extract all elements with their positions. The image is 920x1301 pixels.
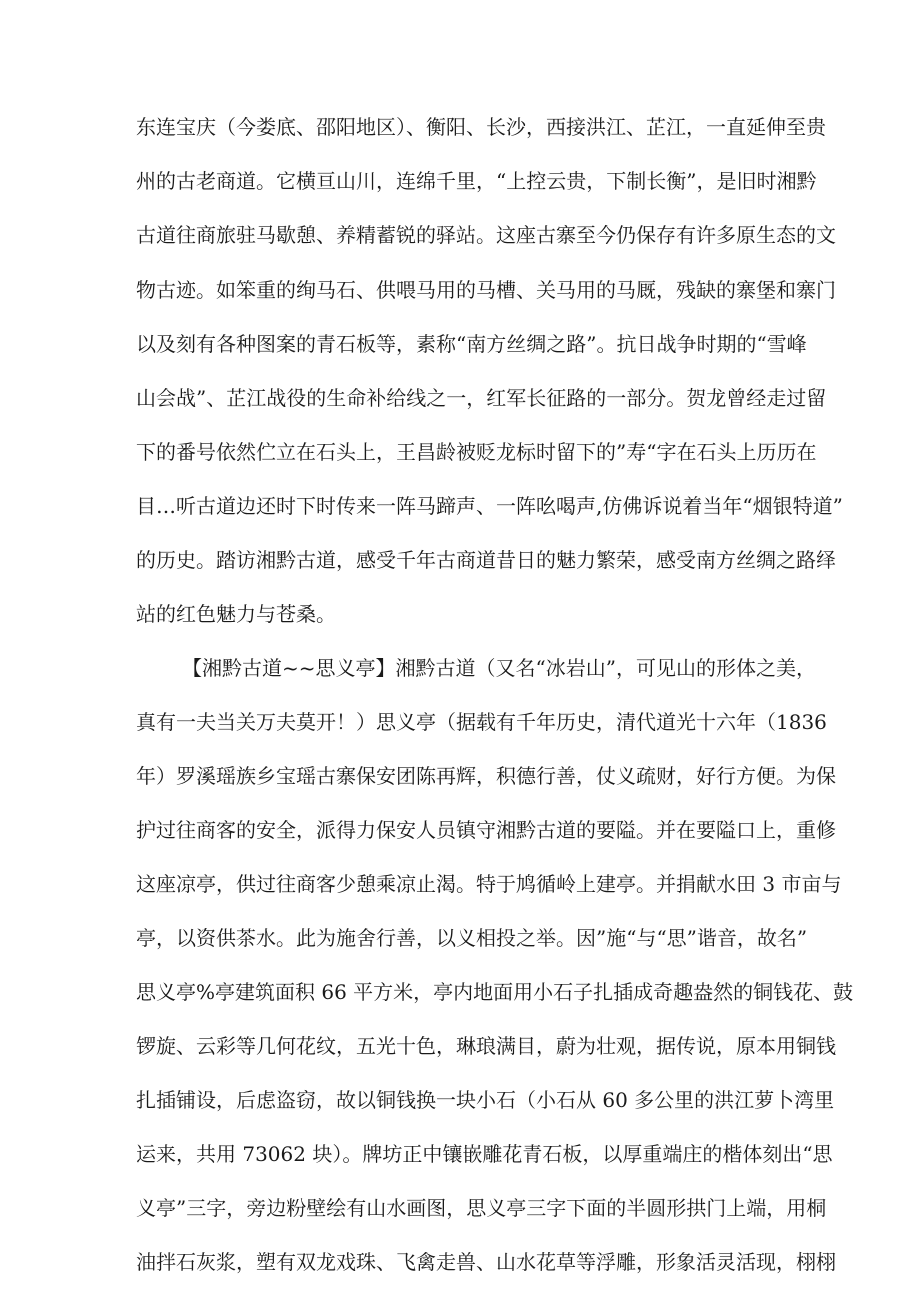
- paragraph-2-line-5: 这座凉亭，供过往商客少憩乘凉止渴。特于鸠循岭上建亭。并捐献水田 3 市亩与: [136, 872, 842, 896]
- paragraph-1-line-9: 的历史。踏访湘黔古道，感受千年古商道昔日的魅力繁荣，感受南方丝绸之路绎: [136, 548, 836, 572]
- paragraph-2-line-8: 锣旋、云彩等几何花纹，五光十色，琳琅满目，蔚为壮观，据传说，原本用铜钱: [136, 1034, 836, 1058]
- paragraph-2-line-12: 油拌石灰浆，塑有双龙戏珠、飞禽走兽、山水花草等浮雕，形象活灵活现，栩栩: [136, 1250, 836, 1274]
- paragraph-2-line-3: 年）罗溪瑶族乡宝瑶古寨保安团陈再辉，积德行善，仗义疏财，好行方便。为保: [136, 764, 836, 788]
- paragraph-1-line-10: 站的红色魅力与苍桑。: [136, 602, 336, 626]
- paragraph-2-line-7: 思义亭%亭建筑面积 66 平方米，亭内地面用小石子扎插成奇趣盎然的铜钱花、鼓: [136, 980, 854, 1004]
- paragraph-1-line-3: 古道往商旅驻马歇憩、养精蓄锐的驿站。这座古寨至今仍保存有许多原生态的文: [136, 223, 836, 247]
- paragraph-1-line-2: 州的古老商道。它横亘山川，连绵千里，“上控云贵，下制长衡”，是旧时湘黔: [136, 169, 817, 193]
- paragraph-2-line-6: 亭，以资供茶水。此为施舍行善，以义相投之举。因”施“与“思”谐音，故名”: [136, 926, 808, 950]
- paragraph-2-line-11: 义亭”三字，旁边粉壁绘有山水画图，思义亭三字下面的半圆形拱门上端，用桐: [136, 1196, 827, 1220]
- paragraph-1-line-1: 东连宝庆（今娄底、邵阳地区）、衡阳、长沙，西接洪江、芷江，一直延伸至贵: [136, 115, 826, 139]
- paragraph-2-line-2: 真有一夫当关万夫莫开！）思义亭（据载有千年历史，清代道光十六年（1836: [136, 710, 827, 734]
- paragraph-2-line-1: 【湘黔古道~~思义亭】湘黔古道（又名“冰岩山”，可见山的形体之美，: [182, 656, 816, 680]
- paragraph-1-line-6: 山会战”、芷江战役的生命补给线之一，红军长征路的一部分。贺龙曾经走过留: [136, 386, 827, 410]
- paragraph-2-line-4: 护过往商客的安全，派得力保安人员镇守湘黔古道的要隘。并在要隘口上，重修: [136, 818, 836, 842]
- paragraph-2-line-9: 扎插铺设，后虑盗窃，故以铜钱换一块小石（小石从 60 多公里的洪江萝卜湾里: [136, 1088, 835, 1112]
- paragraph-1-line-8: 目…听古道边还时下时传来一阵马蹄声、一阵吆喝声,仿佛诉说着当年“烟银特道”: [136, 494, 843, 518]
- paragraph-1-line-5: 以及刻有各种图案的青石板等，素称“南方丝绸之路”。抗日战争时期的“雪峰: [136, 332, 807, 356]
- paragraph-1-line-7: 下的番号依然伫立在石头上，王昌龄被贬龙标时留下的”寿“字在石头上历历在: [136, 440, 817, 464]
- paragraph-1-line-4: 物古迹。如笨重的绚马石、供喂马用的马槽、关马用的马厩，残缺的寨堡和寨门: [136, 278, 836, 302]
- paragraph-2-line-10: 运来，共用 73062 块）。牌坊正中镶嵌雕花青石板，以厚重端庄的楷体刻出“思: [136, 1142, 833, 1166]
